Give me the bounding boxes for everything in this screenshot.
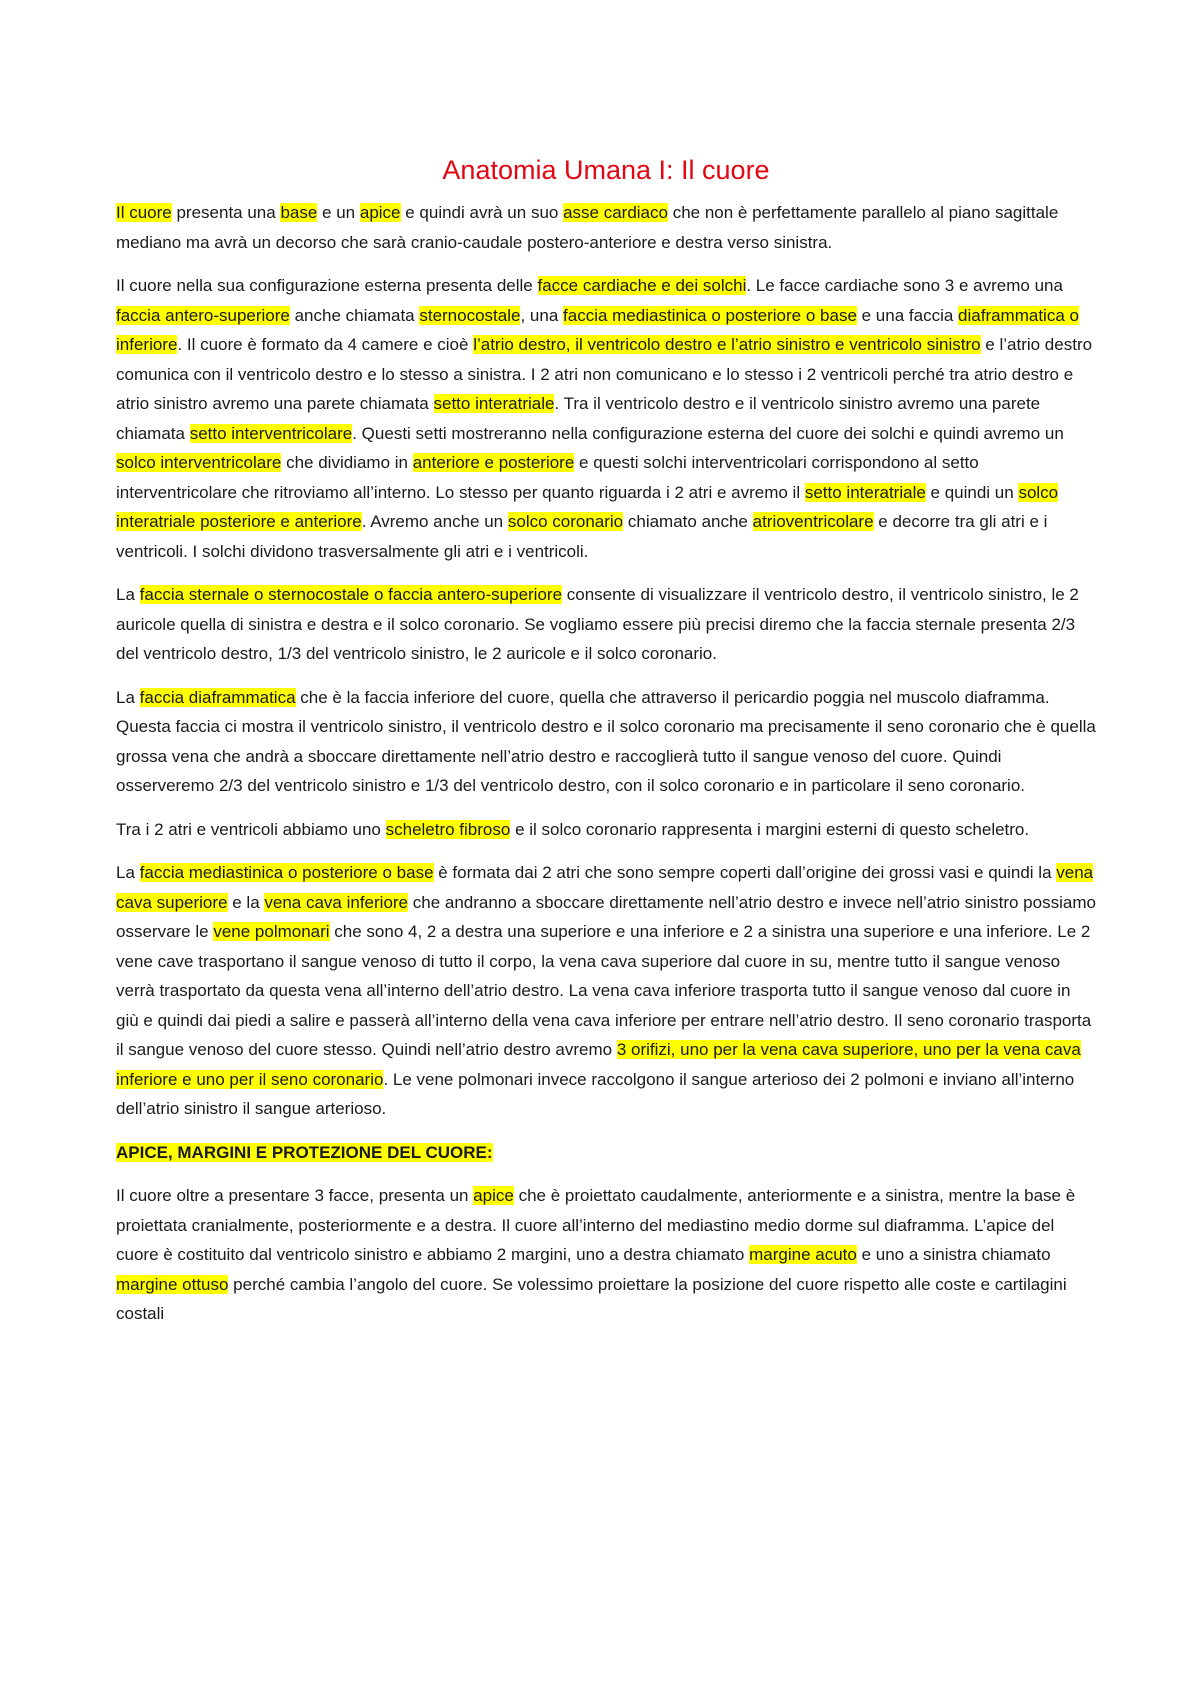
text-run: La <box>116 585 140 604</box>
text-run: è formata dai 2 atri che sono sempre coperti dall’origine dei grossi vasi e quindi la <box>433 863 1057 882</box>
text-run: che è la faccia inferiore del cuore, quella che attraverso il pericardio poggia nel muscolo diaframma. Questa faccia ci mostra il ventricolo sinistro, il ventricolo destro e il solco coronario ma precisamente il seno coronario che è quella grossa vena che andrà a sboccare direttamente nell’atrio destro e raccoglierà tutto il sangue venoso del cuore. Quindi osserveremo 2/3 del ventricolo sinistro e 1/3 del ventricolo destro, con il solco coronario e in particolare il seno coronario. <box>116 687 1096 795</box>
text-run: e una faccia <box>856 305 959 325</box>
text-run: . Il cuore è formato da 4 camere e cioè <box>177 335 474 354</box>
highlighted-term: faccia sternale o sternocostale o faccia antero-superiore <box>139 585 563 604</box>
highlighted-term: Il cuore <box>116 203 172 222</box>
text-run: e questi solchi interventricolari corrispondono al setto interventricolare che ritroviamo all’interno. Lo stesso per quanto riguarda i 2 atri e avremo il <box>116 453 979 502</box>
text-run: chiamato anche <box>623 512 753 531</box>
text-run: . Le vene polmonari invece raccolgono il sangue arterioso dei 2 polmoni e inviano all’interno dell’atrio sinistro il sangue arterioso. <box>116 1069 1075 1118</box>
highlighted-term: apice <box>473 1186 514 1205</box>
highlighted-term: faccia diaframmatica <box>139 687 296 707</box>
highlighted-term: l’atrio destro, il ventricolo destro e l’atrio sinistro e ventricolo sinistro <box>473 335 981 354</box>
highlighted-term: faccia mediastinica o posteriore o base <box>563 305 857 325</box>
text-run: presenta una <box>171 203 281 222</box>
text-run: e l’atrio destro comunica con il ventricolo destro e lo stesso a sinistra. I 2 atri non comunicano e lo stesso i 2 ventricoli perché tra atrio destro e atrio sinistro avremo una parete chiamata <box>116 335 1093 413</box>
highlighted-term: asse cardiaco <box>563 203 668 222</box>
section-heading <box>116 1138 1096 1168</box>
paragraph-list <box>116 198 1096 1124</box>
highlighted-term: setto interventricolare <box>189 423 353 443</box>
highlighted-term: sternocostale <box>419 305 521 325</box>
highlighted-term: atrioventricolare <box>752 512 874 531</box>
text-run: La <box>116 687 140 707</box>
highlighted-term: diaframmatica o inferiore <box>116 305 1079 354</box>
highlighted-term: scheletro fibroso <box>385 819 511 839</box>
highlighted-term: apice <box>359 203 401 222</box>
paragraph <box>116 580 1096 669</box>
text-run: e decorre tra gli atri e i ventricoli. I solchi dividono trasversalmente gli atri e i ventricoli. <box>116 512 1048 561</box>
section-heading-text: APICE, MARGINI E PROTEZIONE DEL CUORE: <box>116 1142 493 1162</box>
text-run: consente di visualizzare il ventricolo destro, il ventricolo sinistro, le 2 auricole quella di sinistra e destra e il solco coronario. Se vogliamo essere più precisi diremo che la faccia sternale presenta 2/3 del ventricolo destro, 1/3 del ventricolo sinistro, le 2 auricole e il solco coronario. <box>116 585 1079 663</box>
paragraph <box>116 1181 1096 1329</box>
highlighted-term: anteriore e posteriore <box>412 453 575 472</box>
text-run: , una <box>520 305 564 325</box>
highlighted-term: vena cava superiore <box>116 863 1094 912</box>
highlighted-term: vena cava inferiore <box>264 892 409 912</box>
highlighted-term: faccia antero-superiore <box>116 305 290 325</box>
highlighted-term: 3 orifizi, uno per la vena cava superiore, uno per la vena cava inferiore e uno per il seno coronario <box>116 1040 1081 1089</box>
text-run: Il cuore oltre a presentare 3 facce, presenta un <box>116 1186 474 1205</box>
highlighted-term: base <box>280 203 318 222</box>
highlighted-term: vene polmonari <box>213 922 330 941</box>
text-run: Tra i 2 atri e ventricoli abbiamo uno <box>116 819 386 839</box>
text-run: e il solco coronario rappresenta i margini esterni di questo scheletro. <box>510 819 1030 839</box>
highlighted-term: solco coronario <box>507 512 624 531</box>
paragraph <box>116 271 1096 566</box>
text-run: Il cuore nella sua configurazione esterna presenta delle <box>116 276 538 295</box>
text-run: e uno a sinistra chiamato <box>856 1245 1051 1264</box>
highlighted-term: faccia mediastinica o posteriore o base <box>139 863 434 882</box>
text-run: che sono 4, 2 a destra una superiore e una inferiore e 2 a sinistra una superiore e una inferiore. Le 2 vene cave trasportano il sangue venoso di tutto il corpo, la vena cava superiore dal cuore in su, mentre tutto il sangue venoso verrà trasportato da questa vena all’interno dell’atrio destro. La vena cava inferiore trasporta tutto il sangue venoso dal cuore in giù e quindi dai piedi a salire e passerà all’interno della vena cava inferiore per entrare nell’atrio destro. Il seno coronario trasporta il sangue venoso del cuore stesso. Quindi nell’atrio destro avremo <box>116 922 1092 1059</box>
text-run: anche chiamata <box>289 305 420 325</box>
highlighted-term: margine acuto <box>749 1245 857 1264</box>
text-run: . Questi setti mostreranno nella configurazione esterna del cuore dei solchi e quindi avremo un <box>352 423 1064 443</box>
highlighted-term: setto interatriale <box>804 482 926 502</box>
text-run: che non è perfettamente parallelo al piano sagittale mediano ma avrà un decorso che sarà cranio-caudale postero-anteriore e destra verso sinistra. <box>116 203 1059 252</box>
paragraph <box>116 198 1096 257</box>
text-run: che è proiettato caudalmente, anteriormente e a sinistra, mentre la base è proiettata cranialmente, posteriormente e a destra. Il cuore all’interno del mediastino medio dorme sul diaframma. L’apice del cuore è costituito dal ventricolo sinistro e abbiamo 2 margini, uno a destra chiamato <box>116 1186 1076 1264</box>
text-run: e la <box>227 892 265 912</box>
text-run: e un <box>317 203 360 222</box>
text-run: . Avremo anche un <box>361 512 508 531</box>
text-run: che dividiamo in <box>281 453 413 472</box>
text-run: che andranno a sboccare direttamente nell’atrio destro e invece nell’atrio sinistro possiamo osservare le <box>116 892 1096 941</box>
text-run: e quindi un <box>925 482 1019 502</box>
text-run: e quindi avrà un suo <box>400 203 564 222</box>
text-run: . Le facce cardiache sono 3 e avremo una <box>746 276 1063 295</box>
page-title: Anatomia Umana I: Il cuore <box>442 155 770 185</box>
text-run: . Tra il ventricolo destro e il ventricolo sinistro avremo una parete chiamata <box>116 394 1041 443</box>
highlighted-term: facce cardiache e dei solchi <box>537 276 747 295</box>
text-run: La <box>116 863 140 882</box>
highlighted-term: solco interatriale posteriore e anteriore <box>116 482 1059 531</box>
highlighted-term: margine ottuso <box>116 1274 229 1294</box>
paragraph <box>116 683 1096 801</box>
paragraph <box>116 815 1096 845</box>
paragraph <box>116 858 1096 1124</box>
text-run: perché cambia l’angolo del cuore. Se volessimo proiettare la posizione del cuore rispetto alle coste e cartilagini costali <box>116 1274 1067 1323</box>
document-body <box>116 150 1096 1343</box>
highlighted-term: setto interatriale <box>433 394 555 413</box>
highlighted-term: solco interventricolare <box>116 453 282 472</box>
